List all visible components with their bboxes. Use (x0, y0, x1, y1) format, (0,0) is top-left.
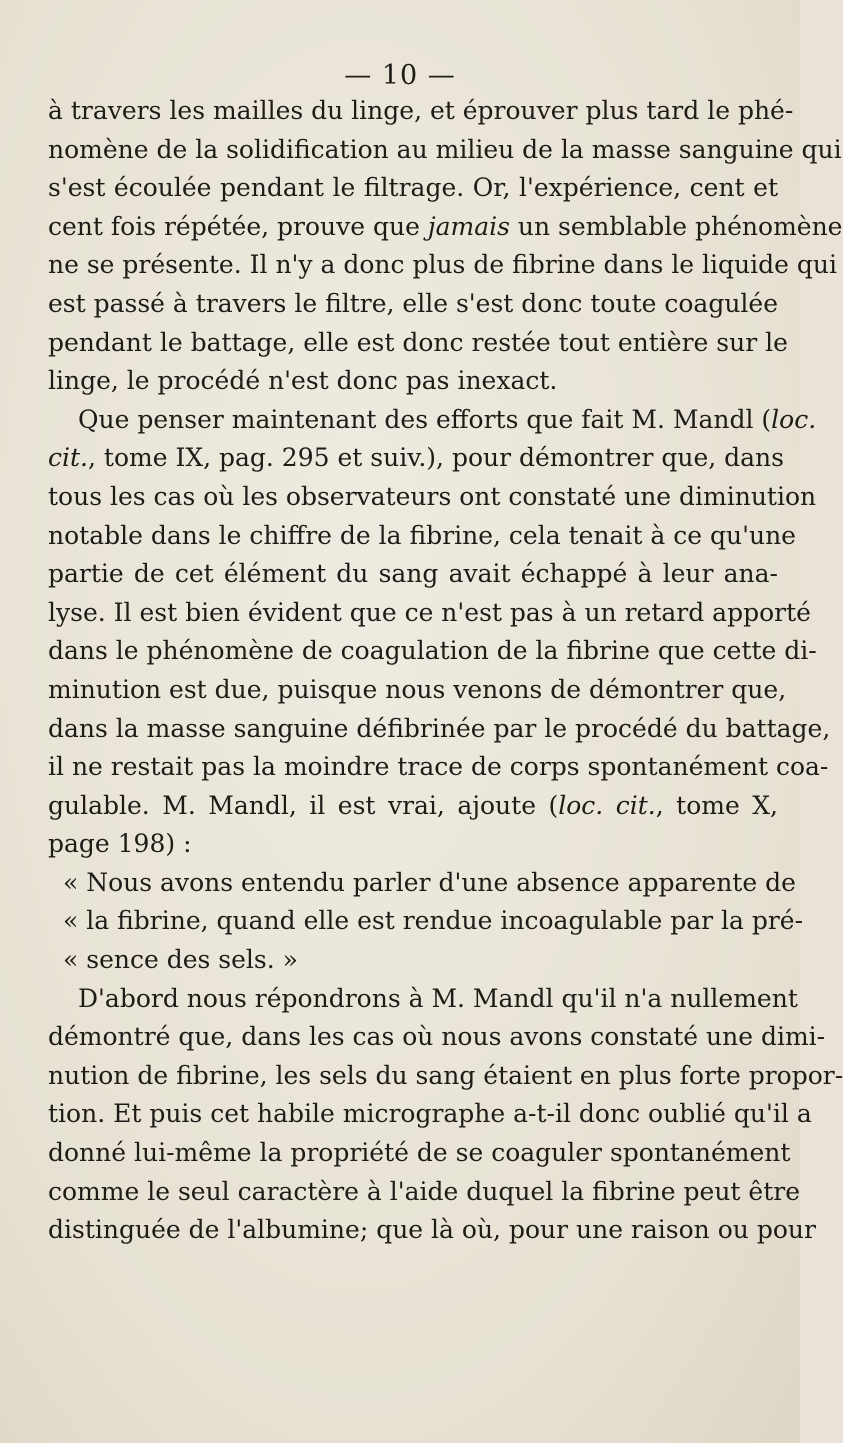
text-line: partie de cet élément du sang avait échappé à leur ana- (48, 559, 778, 589)
quote-line: « Nous avons entendu parler d'une absence apparente de (63, 867, 796, 897)
quote-line: « la fibrine, quand elle est rendue incoagulable par la pré- (63, 906, 804, 936)
text-line: cit., tome IX, pag. 295 et suiv.), pour démontrer que, dans (48, 443, 784, 473)
italic-word: loc. cit. (558, 790, 656, 820)
text-line: donné lui-même la propriété de se coaguler spontanément (48, 1138, 791, 1168)
text-line: tous les cas où les observateurs ont constaté une diminution (48, 481, 817, 511)
text-line: à travers les mailles du linge, et éprouver plus tard le phé- (48, 96, 794, 125)
italic-word: cit. (48, 443, 88, 473)
text-line: il ne restait pas la moindre trace de corps spontanément coa- (48, 752, 829, 782)
page-number: — 10 — (344, 60, 456, 91)
body-text (48, 92, 843, 1250)
text-line: démontré que, dans les cas où nous avons constaté une dimi- (48, 1022, 826, 1052)
text-line: Que penser maintenant des efforts que fait M. Mandl (loc. (78, 404, 817, 434)
text-line: page 198) : (48, 829, 192, 859)
text-line: est passé à travers le filtre, elle s'est donc toute coagulée (48, 288, 779, 318)
text-line: dans le phénomène de coagulation de la fibrine que cette di- (48, 636, 817, 666)
italic-word: loc. (771, 404, 817, 434)
text-line: nomène de la solidification au milieu de la masse sanguine qui (48, 134, 842, 164)
text-line: cent fois répétée, prouve que jamais un semblable phénomène (48, 211, 843, 241)
italic-word: jamais (427, 211, 510, 241)
text-line: gulable. M. Mandl, il est vrai, ajoute (loc. cit., tome X, (48, 790, 778, 820)
text-line: tion. Et puis cet habile micrographe a-t-il donc oublié qu'il a (48, 1099, 812, 1129)
text-line: minution est due, puisque nous venons de démontrer que, (48, 674, 787, 704)
text-line: linge, le procédé n'est donc pas inexact. (48, 366, 558, 396)
text-line: distinguée de l'albumine; que là où, pour une raison ou pour (48, 1215, 816, 1245)
text-line: comme le seul caractère à l'aide duquel la fibrine peut être (48, 1176, 801, 1206)
text-line: nution de fibrine, les sels du sang étaient en plus forte propor- (48, 1060, 843, 1090)
text-line: s'est écoulée pendant le filtrage. Or, l'expérience, cent et (48, 173, 778, 203)
text-line: D'abord nous répondrons à M. Mandl qu'il n'a nullement (78, 983, 798, 1013)
text-line: dans la masse sanguine défibrinée par le procédé du battage, (48, 713, 831, 743)
text-line: lyse. Il est bien évident que ce n'est pas à un retard apporté (48, 597, 811, 627)
quote-line: « sence des sels. » (63, 945, 298, 975)
text-line: ne se présente. Il n'y a donc plus de fibrine dans le liquide qui (48, 250, 837, 280)
text-line: notable dans le chiffre de la fibrine, cela tenait à ce qu'une (48, 520, 796, 550)
text-line: pendant le battage, elle est donc restée tout entière sur le (48, 327, 788, 357)
